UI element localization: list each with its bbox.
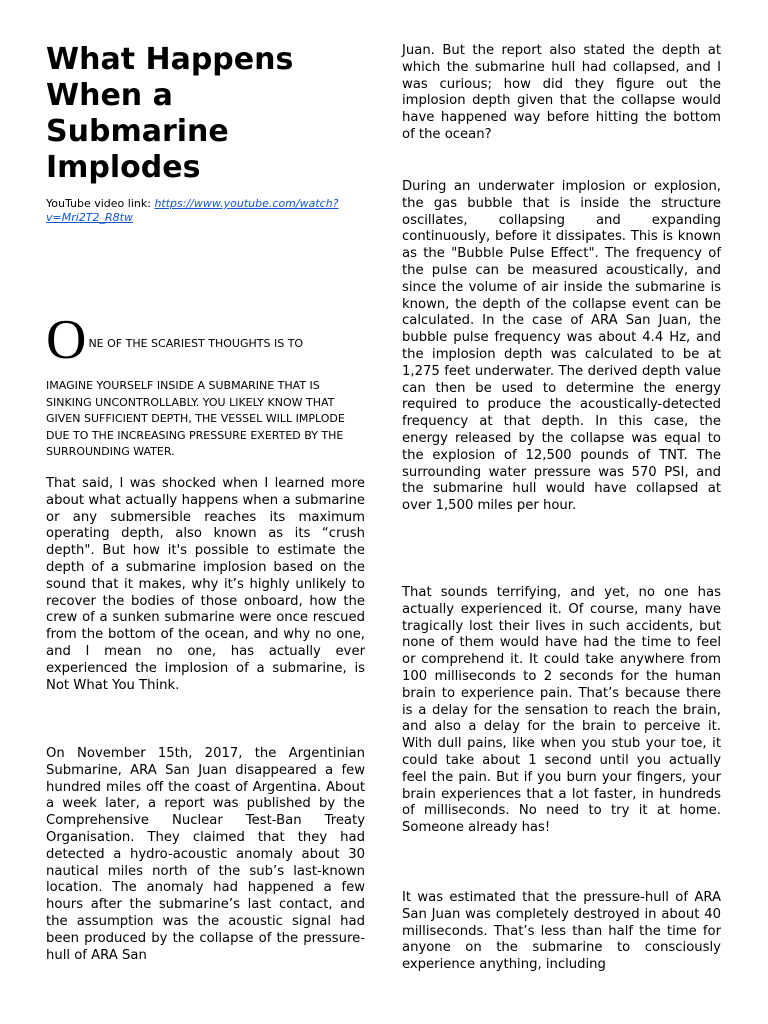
body-paragraph: That said, I was shocked when I learned more about what actually happens when a submarine or any submersible reaches its maximum operating depth, also known as its “crush depth". But how it's possible to estimate the depth of a submarine implosion based on the sound that it makes, why it’s highly unlikely to recover the bodies of those onboard, how the crew of a sunken submarine were once rescued from the bottom of the ocean, and why no one, and I mean no one, has actually ever experienced the implosion of a submarine, is Not What You Think. [46, 476, 365, 693]
body-paragraph: On November 15th, 2017, the Argentinian Submarine, ARA San Juan disappeared a few hundred miles off the coast of Argentina. About a week later, a report was published by the Comprehensive Nuclear Test-Ban Treaty Organisation. They claimed that they had detected a hydro-acoustic anomaly about 30 nautical miles north of the sub’s last-known location. The anomaly had happened a few hours after the submarine’s last contact, and the assumption was the acoustic signal had been produced by the collapse of the pressure-hull of ARA San [46, 746, 365, 963]
body-paragraph: That sounds terrifying, and yet, no one has actually experienced it. Of course, many have tragically lost their lives in such accidents, but none of them would have had the time to feel or comprehend it. It could take anywhere from 100 milliseconds to 2 seconds for the human brain to experience pain. That’s because there is a delay for the sensation to reach the brain, and also a delay for the brain to perceive it. With dull pains, like when you stub your toe, it could take about 1 second until you actually feel the pain. But if you burn your fingers, your brain experiences that a lot faster, in hundreds of milliseconds. No need to try it at home. Someone already has! [402, 585, 721, 836]
video-link[interactable]: https://www.youtube.com/watch?v=Mri2T2_R8tw [46, 197, 339, 224]
video-link-line [46, 197, 365, 225]
video-link-label: YouTube video link: [46, 197, 155, 210]
lead-intro [46, 309, 365, 371]
drop-cap: O [46, 309, 87, 371]
body-paragraph: It was estimated that the pressure-hull of ARA San Juan was completely destroyed in about 40 milliseconds. That’s less than half the time for anyone on the submarine to consciously experience anything, including [402, 890, 721, 973]
body-paragraph: During an underwater implosion or explosion, the gas bubble that is inside the structure oscillates, collapsing and expanding continuously, before it dissipates. This is known as the "Bubble Pulse Effect". The frequency of the pulse can be measured acoustically, and since the volume of air inside the submarine is known, the depth of the collapse event can be calculated. In the case of ARA San Juan, the bubble pulse frequency was about 4.4 Hz, and the implosion depth was calculated to be at 1,275 feet underwater. The derived depth value can then be used to determine the energy required to produce the acoustically-detected frequency at that depth. In this case, the energy released by the collapse was equal to the explosion of 12,500 pounds of TNT. The surrounding water pressure was 570 PSI, and the submarine hull would have collapsed at over 1,500 miles per hour. [402, 179, 721, 514]
lead-text: IMAGINE YOURSELF INSIDE A SUBMARINE THAT IS SINKING UNCONTROLLABLY. YOU LIKELY KNOW THAT GIVEN SUFFICIENT DEPTH, THE VESSEL WILL IMPLODE DUE TO THE INCREASING PRESSURE EXERTED BY THE SURROUNDING WATER. [46, 379, 345, 458]
body-paragraph: Juan. But the report also stated the depth at which the submarine hull had collapsed, and I was curious; how did they figure out the implosion depth given that the collapse would have happened way before hitting the bottom of the ocean? [402, 43, 721, 142]
lead-first-line: NE OF THE SCARIEST THOUGHTS IS TO [88, 337, 304, 350]
page-title: What Happens When a Submarine Implodes [46, 42, 294, 185]
